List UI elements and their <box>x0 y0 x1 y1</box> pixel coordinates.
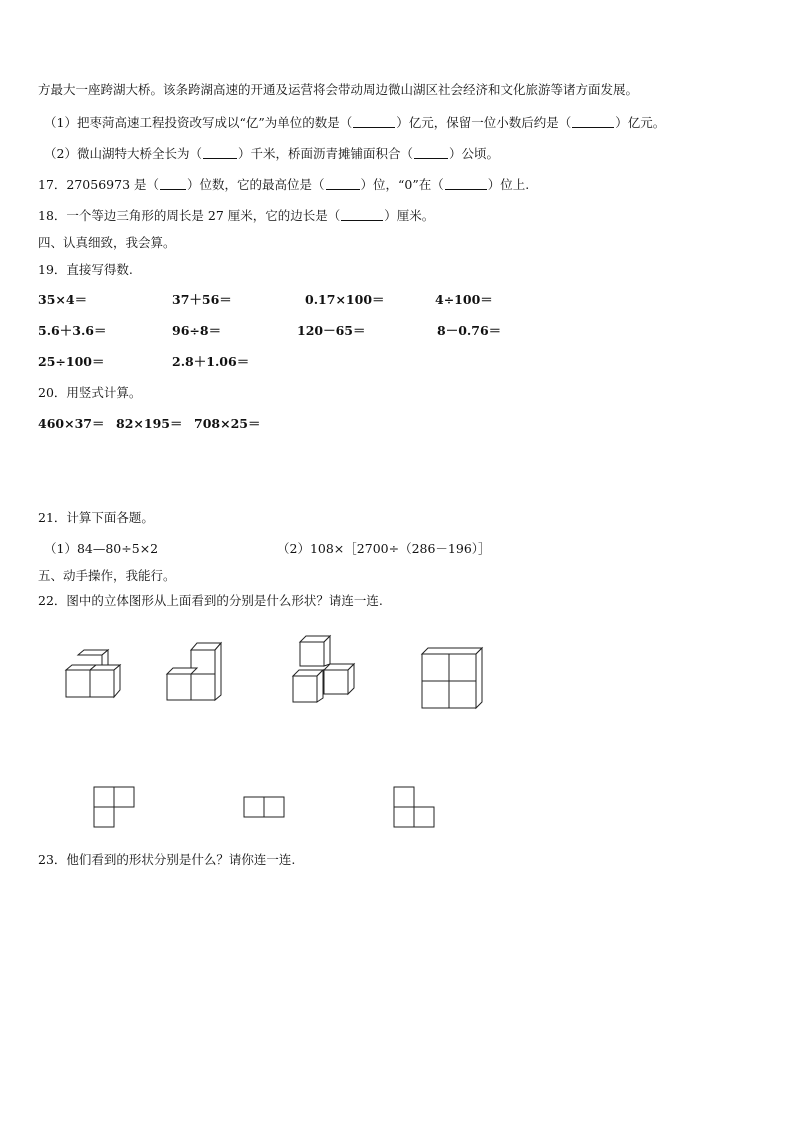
mental-calc-item: 5.6＋3.6＝ <box>38 323 107 338</box>
mental-calc-item: 4÷100＝ <box>435 292 493 307</box>
solid-figure-4 <box>418 645 488 710</box>
mental-calc-item: 96÷8＝ <box>172 323 222 338</box>
top-view-shape-3[interactable] <box>393 786 438 831</box>
answer-blank[interactable] <box>445 177 487 190</box>
question-21-item-1: （1）84—80÷5×2 <box>44 541 159 556</box>
question-19-title: 19．直接写得数. <box>38 262 133 277</box>
section-4-heading: 四、认真细致，我会算。 <box>38 235 176 250</box>
question-16-1: （1）把枣菏高速工程投资改写成以“亿”为单位的数是（ ）亿元，保留一位小数后约是（ ）亿元。 <box>44 115 666 130</box>
answer-blank[interactable] <box>341 208 383 221</box>
mental-calc-item: 2.8＋1.06＝ <box>172 354 250 369</box>
mental-calc-item: 8－0.76＝ <box>437 323 502 338</box>
mental-calc-item: 0.17×100＝ <box>305 292 385 307</box>
mental-calc-item: 120－65＝ <box>297 323 366 338</box>
question-22-title: 22．图中的立体图形从上面看到的分别是什么形状？请连一连. <box>38 593 383 608</box>
question-20-title: 20．用竖式计算。 <box>38 385 142 400</box>
question-18: 18．一个等边三角形的周长是 27 厘米，它的边长是（ ）厘米。 <box>38 208 435 223</box>
question-17: 17．27056973 是（ ）位数，它的最高位是（ ）位，“0”在（ ）位上. <box>38 177 530 192</box>
mental-calc-item: 25÷100＝ <box>38 354 105 369</box>
solid-figure-2 <box>165 640 235 705</box>
solid-figure-1 <box>60 650 130 700</box>
answer-blank[interactable] <box>326 177 360 190</box>
answer-blank[interactable] <box>353 115 395 128</box>
question-16-2: （2）微山湖特大桥全长为（ ）千米，桥面沥青摊铺面积合（ ）公顷。 <box>44 146 499 161</box>
question-23-title: 23．他们看到的形状分别是什么？请你连一连. <box>38 852 296 867</box>
section-5-heading: 五、动手操作，我能行。 <box>38 568 176 583</box>
answer-blank[interactable] <box>414 146 448 159</box>
question-21-title: 21．计算下面各题。 <box>38 510 154 525</box>
solid-figure-3 <box>290 634 360 706</box>
intro-text: 方最大一座跨湖大桥。该条跨湖高速的开通及运营将会带动周边微山湖区社会经济和文化旅游等诸方面发展。 <box>38 82 639 97</box>
vertical-calc-item: 708×25＝ <box>194 416 261 431</box>
mental-calc-item: 37＋56＝ <box>172 292 232 307</box>
vertical-calc-item: 82×195＝ <box>116 416 183 431</box>
question-21-item-2: （2）108×［2700÷（286－196）］ <box>277 541 491 556</box>
mental-calc-item: 35×4＝ <box>38 292 88 307</box>
answer-blank[interactable] <box>572 115 614 128</box>
answer-blank[interactable] <box>203 146 237 159</box>
answer-blank[interactable] <box>160 177 186 190</box>
top-view-shape-2[interactable] <box>243 796 288 821</box>
vertical-calc-item: 460×37＝ <box>38 416 105 431</box>
top-view-shape-1[interactable] <box>93 786 138 831</box>
